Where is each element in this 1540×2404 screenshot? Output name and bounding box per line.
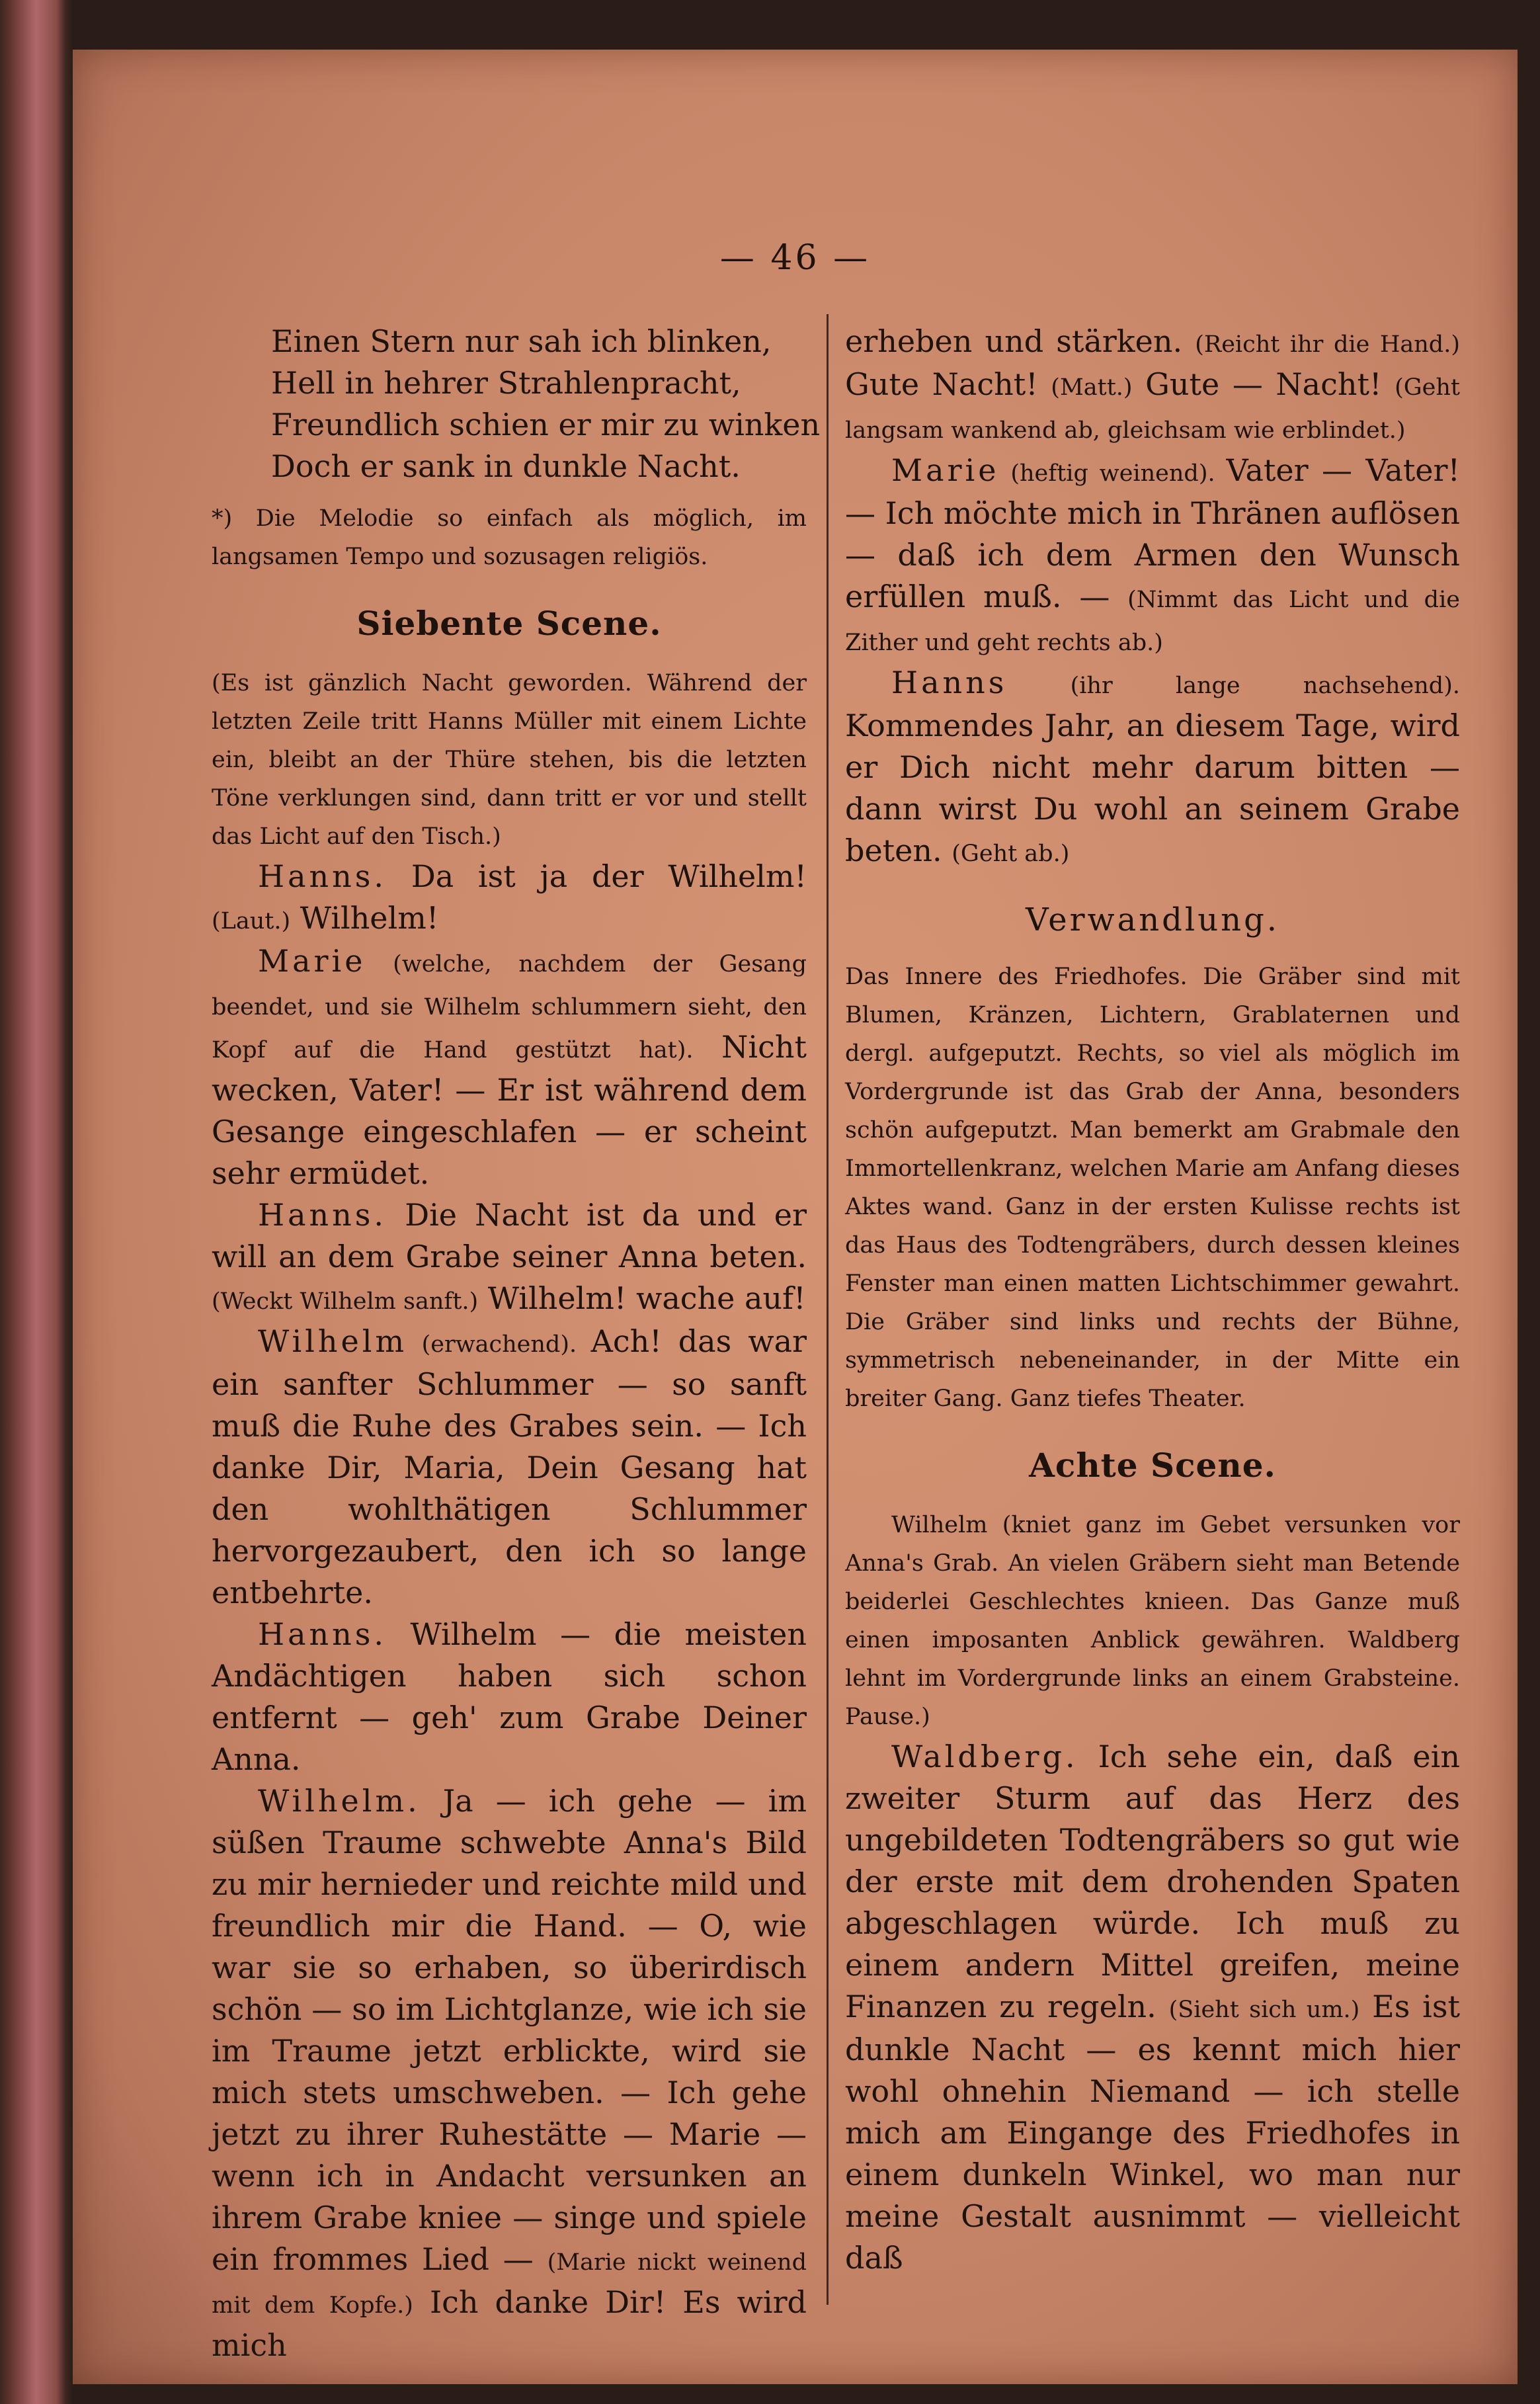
speech-text: Gute — Nacht!	[1132, 366, 1395, 402]
speech-direction: (Nimmt das Licht und die Zither und geht rechts ab.)	[845, 587, 1460, 656]
speaker-name: Marie	[258, 943, 366, 979]
speech-hanns-2	[212, 1194, 807, 1321]
speech-text: Nicht wecken, Vater! — Er ist während dem Gesange eingeschlafen — er scheint sehr ermüdet.	[212, 1029, 807, 1191]
speech-text: Wilhelm — die meisten Andächtigen haben sich schon entfernt — geh' zum Grabe Deiner Anna.	[212, 1616, 807, 1777]
speech-wilhelm-2	[212, 1780, 807, 2366]
scene-heading-eight: Achte Scene.	[1029, 1446, 1276, 1485]
speech-text: Ich sehe ein, daß ein zweiter Sturm auf das Herz des ungebildeten Todtengräbers so gut wie der erste mit dem drohenden Spaten abgeschlagen würde. Ich muß zu einem andern Mittel greifen, meine Finanzen zu regeln.	[845, 1739, 1460, 2024]
song-verse	[271, 321, 821, 487]
speech-direction: (Laut.)	[212, 908, 291, 934]
scene-heading-seven: Siebente Scene.	[356, 604, 662, 643]
speech-text: Es ist dunkle Nacht — es kennt mich hier wohl ohnehin Niemand — ich stelle mich am Eingange des Friedhofes in einem dunkeln Winkel, wo man nur meine Gestalt ausnimmt — vielleicht daß	[845, 1989, 1460, 2276]
left-column	[212, 321, 821, 2366]
speech-direction: (welche, nachdem der Gesang beendet, und sie Wilhelm schlummern sieht, den Kopf auf die Hand gestützt hat).	[212, 951, 807, 1063]
page-paper	[73, 50, 1518, 2384]
speech-hanns-1	[212, 856, 807, 940]
speaker-name: Hanns.	[258, 1616, 387, 1652]
page-number: — 46 —	[719, 238, 871, 278]
speaker-name: Marie	[891, 452, 1000, 488]
verse-line-1: Einen Stern nur sah ich blinken,	[271, 323, 772, 359]
speech-text: Ach! das war ein sanfter Schlummer — so sanft muß die Ruhe des Grabes sein. — Ich danke Dir, Maria, Dein Gesang hat den wohlthätigen Schlummer hervorgezaubert, den ich so lange entbehrte.	[212, 1323, 807, 1610]
speaker-name: Hanns	[891, 665, 1008, 700]
verse-line-2: Hell in hehrer Strahlenpracht,	[271, 365, 741, 401]
right-column	[845, 321, 1460, 2279]
speaker-name: Hanns.	[258, 858, 387, 894]
set-description: Das Innere des Friedhofes. Die Gräber sind mit Blumen, Kränzen, Lichtern, Grablaternen und dergl. aufgeputzt. Rechts, so viel als möglich im Vordergrunde ist das Grab der Anna, besonders schön aufgeputzt. Man bemerkt am Grabmale den Immortellenkranz, welchen Marie am Anfang dieses Aktes wand. Ganz in der ersten Kulisse rechts ist das Haus des Todtengräbers, durch dessen kleines Fenster man einen matten Lichtschimmer gewahrt. Die Gräber sind links und rechts der Bühne, symmetrisch nebeneinander, in der Mitte ein breiter Gang. Ganz tiefes Theater.	[845, 964, 1460, 1412]
speech-text: Vater — Vater! — Ich möchte mich in Thränen auflösen — daß ich dem Armen den Wunsch erfüllen muß. —	[845, 452, 1460, 614]
speech-text: erheben und stärken.	[845, 323, 1196, 359]
speech-text: Wilhelm!	[290, 900, 439, 936]
speech-text: Ich danke Dir! Es wird mich	[212, 2284, 807, 2363]
footnote: *) Die Melodie so einfach als möglich, im langsamen Tempo und sozusagen religiös.	[212, 505, 807, 570]
verse-line-4: Doch er sank in dunkle Nacht.	[271, 448, 741, 484]
speaker-name: Wilhelm	[258, 1323, 408, 1359]
column-divider	[827, 314, 829, 2305]
speech-direction: (Geht langsam wankend ab, gleichsam wie erblindet.)	[845, 374, 1460, 444]
speech-marie-2	[845, 450, 1460, 662]
speech-wilhelm-continued	[845, 321, 1460, 450]
speech-direction: (erwachend).	[407, 1331, 591, 1358]
speech-direction: (Reicht ihr die Hand.)	[1195, 331, 1460, 358]
transformation-heading: Verwandlung.	[1025, 901, 1280, 938]
speech-text: Da ist ja der Wilhelm!	[387, 858, 807, 894]
speech-direction: (Weckt Wilhelm sanft.)	[212, 1288, 479, 1315]
speaker-name: Hanns.	[258, 1197, 387, 1233]
speech-marie-1	[212, 940, 807, 1194]
speech-direction: (heftig weinend).	[999, 460, 1227, 487]
speech-hanns-3	[212, 1614, 807, 1780]
speech-text: Ja — ich gehe — im süßen Traume schwebte Anna's Bild zu mir hernieder und reichte mild und freundlich mir die Hand. — O, wie war sie so erhaben, so überirdisch schön — so im Lichtglanze, wie ich sie im Traume jetzt erblickte, wird sie mich stets umschweben. — Ich gehe jetzt zu ihrer Ruhestätte — Marie — wenn ich in Andacht versunken an ihrem Grabe kniee — singe und spiele ein frommes Lied —	[212, 1783, 807, 2277]
speech-waldberg-1	[845, 1736, 1460, 2279]
speech-text: Gute Nacht!	[845, 366, 1051, 402]
speech-text: Die Nacht ist da und er will an dem Grabe seiner Anna beten.	[212, 1197, 807, 1274]
verse-line-3: Freundlich schien er mir zu winken	[271, 407, 821, 442]
speech-text: Wilhelm! wache auf!	[478, 1280, 806, 1316]
speech-direction: (Matt.)	[1051, 374, 1133, 401]
speech-hanns-4	[845, 662, 1460, 873]
speech-direction: (Sieht sich um.)	[1168, 1997, 1360, 2023]
stage-direction: (Es ist gänzlich Nacht geworden. Während der letzten Zeile tritt Hanns Müller mit einem Lichte ein, bleibt an der Thüre stehen, bis die letzten Töne verklungen sind, dann tritt er vor und stellt das Licht auf den Tisch.)	[212, 670, 807, 850]
speech-direction: (Geht ab.)	[952, 841, 1070, 867]
speech-text: Kommendes Jahr, an diesem Tage, wird er Dich nicht mehr darum bitten — dann wirst Du wohl an seinem Grabe beten.	[845, 708, 1460, 868]
speech-wilhelm-1	[212, 1321, 807, 1614]
speech-direction: (ihr lange nachsehend).	[1007, 673, 1460, 699]
speaker-name: Wilhelm.	[258, 1783, 421, 1819]
speech-direction: (Marie nickt weinend mit dem Kopfe.)	[212, 2249, 807, 2319]
speaker-name: Waldberg.	[891, 1739, 1078, 1774]
stage-direction: Wilhelm (kniet ganz im Gebet versunken vor Anna's Grab. An vielen Gräbern sieht man Betende beiderlei Geschlechtes knieen. Das Ganze muß einen imposanten Anblick gewähren. Waldberg lehnt im Vordergrunde links an einem Grabsteine. Pause.)	[845, 1512, 1460, 1730]
